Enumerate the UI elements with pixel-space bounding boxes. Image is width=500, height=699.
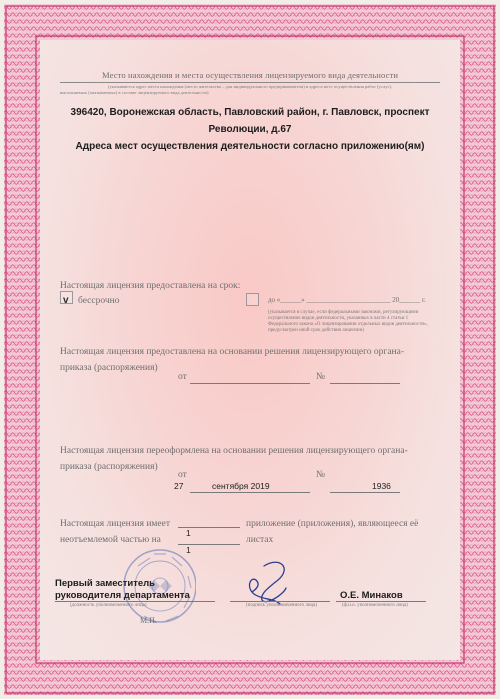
checkbox-mark: v <box>63 295 69 306</box>
reissue-order-number: 1936 <box>372 481 391 491</box>
name-line <box>336 601 426 602</box>
reissue-day: 27 <box>174 481 184 491</box>
basis-date-line <box>190 383 310 384</box>
basis-number: № <box>316 372 326 382</box>
annex-count: 1 <box>186 528 191 538</box>
title-note-2: выполняемых (оказываемых) в составе лицензируемого вида деятельности) <box>60 90 209 95</box>
reissue-date-line <box>190 492 310 493</box>
term-label: Настоящая лицензия предоставлена на срок: <box>60 281 241 291</box>
reissue-number-sign: № <box>316 470 326 480</box>
basis-number-line <box>330 383 400 384</box>
sign-caption: (подпись уполномоченного лица) <box>246 603 318 608</box>
signatory-name: О.Е. Минаков <box>340 590 403 601</box>
position-line <box>55 601 215 602</box>
title-underline <box>60 82 440 83</box>
name-caption: (ф.и.о. уполномоченного лица) <box>342 603 408 608</box>
term-note-2: осуществление видов деятельности, указанных в части 4 статьи 1 <box>268 316 409 321</box>
term-indefinite: бессрочно <box>78 296 120 306</box>
stamp-place: М.П. <box>140 616 157 625</box>
annex-sheets: 1 <box>186 545 191 555</box>
position-line-2: руководителя департамента <box>55 590 190 601</box>
until-checkbox <box>246 293 259 306</box>
basis-line-2: приказа (распоряжения) <box>60 363 158 373</box>
annex-text-b: приложение (приложения), являющееся её <box>246 519 419 529</box>
annex-text-c: неотъемлемой частью на <box>60 535 161 545</box>
basis-from: от <box>178 372 187 382</box>
term-note-1: (указывается в случае, если федеральными законами, регулирующими <box>268 310 419 315</box>
indefinite-checkbox <box>60 291 73 304</box>
title-note-1: (указываются адрес места нахождения (место жительства – для индивидуального предпринимателя) и адреса мест осуществления работ (услуг), <box>107 84 393 89</box>
term-until: до «______» ________________________ 20______ г. <box>268 296 426 304</box>
address-line-2: Революции, д.67 <box>208 124 292 135</box>
sign-line <box>230 601 330 602</box>
annex-text-a: Настоящая лицензия имеет <box>60 519 171 529</box>
term-note-4: предусмотрен иной срок действия лицензии) <box>268 328 364 333</box>
address-line-1: 396420, Воронежская область, Павловский район, г. Павловск, проспект <box>70 107 430 118</box>
address-line-3: Адреса мест осуществления деятельности согласно приложению(ям) <box>75 141 425 152</box>
section-title: Место нахождения и места осуществления лицензируемого вида деятельности <box>101 70 399 80</box>
reissue-number-line <box>330 492 400 493</box>
term-note-3: Федерального закона «О лицензировании отдельных видов деятельности», <box>268 322 428 327</box>
position-line-1: Первый заместитель <box>55 578 156 589</box>
reissue-month-year: сентября 2019 <box>212 481 270 491</box>
annex-text-d: листах <box>246 535 274 545</box>
handwritten-signature <box>240 558 304 606</box>
reissue-line-1: Настоящая лицензия переоформлена на основании решения лицензирующего органа- <box>60 446 408 456</box>
position-caption: (должность уполномоченного лица) <box>70 603 147 608</box>
basis-line-1: Настоящая лицензия предоставлена на основании решения лицензирующего органа- <box>60 347 405 357</box>
reissue-from: от <box>178 470 187 480</box>
reissue-line-2: приказа (распоряжения) <box>60 462 158 472</box>
